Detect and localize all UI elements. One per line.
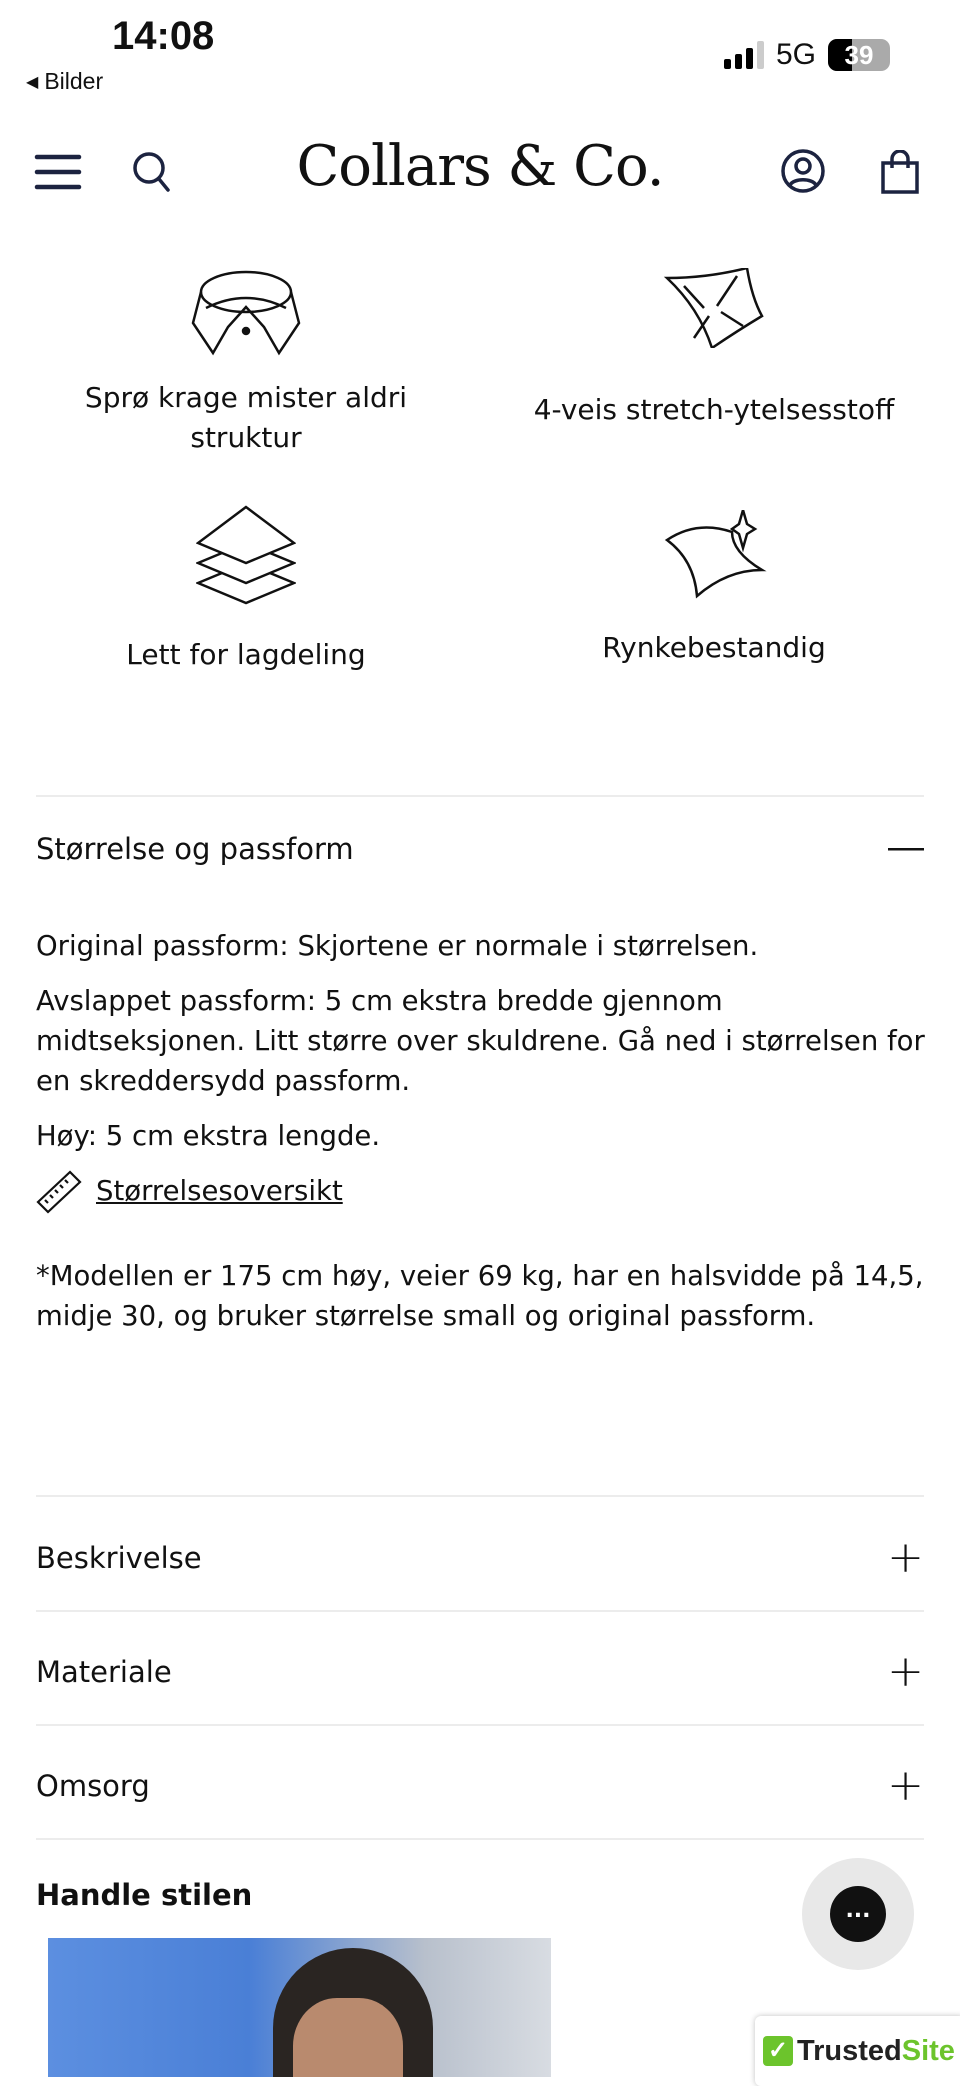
- network-label: 5G: [775, 38, 816, 71]
- accordion-title: Omsorg: [36, 1768, 150, 1803]
- layers-icon: [196, 505, 296, 605]
- shop-the-look-title: Handle stilen: [36, 1878, 253, 1912]
- look-photo[interactable]: [48, 1938, 551, 2077]
- status-time: 14:08: [112, 14, 215, 58]
- accordion-care[interactable]: [36, 1760, 924, 1811]
- divider: [36, 1724, 924, 1726]
- divider: [36, 1838, 924, 1840]
- check-icon: ✓: [763, 2036, 793, 2066]
- account-icon[interactable]: [780, 148, 826, 198]
- fit-relaxed: Avslappet passform: 5 cm ekstra bredde gjennom midtseksjonen. Litt større over skuldrene. Gå ned i størrelsen for en skreddersydd passform.: [36, 985, 925, 1097]
- feature-layering: [36, 505, 456, 675]
- feature-label: Sprø krage mister aldri struktur: [84, 381, 408, 454]
- accordion-size-fit[interactable]: [36, 832, 924, 866]
- collar-icon: [191, 268, 301, 356]
- feature-label: 4-veis stretch-ytelsesstoff: [533, 393, 895, 426]
- battery-icon: 39: [828, 39, 890, 71]
- back-to-app[interactable]: [26, 68, 103, 95]
- divider: [36, 795, 924, 797]
- stretch-icon: [659, 268, 769, 348]
- fit-tall: Høy: 5 cm ekstra lengde.: [36, 1120, 381, 1152]
- feature-wrinkle-free: [504, 510, 924, 668]
- feature-stretch: [504, 268, 924, 430]
- brand-logo[interactable]: Collars & Co.: [296, 134, 664, 199]
- back-triangle-icon: ◀: [26, 73, 39, 91]
- feature-label: Rynkebestandig: [602, 631, 826, 664]
- cart-icon[interactable]: [880, 150, 920, 198]
- signal-icon: [724, 41, 764, 69]
- chat-bubble-icon: ...: [830, 1886, 886, 1942]
- minus-icon: [888, 847, 924, 851]
- plus-icon: +: [887, 1646, 924, 1697]
- model-note: *Modellen er 175 cm høy, veier 69 kg, har en halsvidde på 14,5, midje 30, og bruker størrelse small og original passform.: [36, 1260, 924, 1332]
- plus-icon: +: [887, 1532, 924, 1583]
- back-label: Bilder: [44, 68, 104, 94]
- badge-text: TrustedSite: [797, 2034, 955, 2067]
- accordion-material[interactable]: [36, 1646, 924, 1697]
- ruler-icon: [36, 1168, 82, 1214]
- feature-crisp-collar: [36, 268, 456, 458]
- plus-icon: +: [887, 1760, 924, 1811]
- size-fit-content: [36, 926, 926, 1336]
- chat-button[interactable]: [802, 1858, 914, 1970]
- size-chart-label[interactable]: Størrelsesoversikt: [96, 1175, 343, 1207]
- divider: [36, 1495, 924, 1497]
- accordion-title: Størrelse og passform: [36, 832, 354, 866]
- feature-label: Lett for lagdeling: [126, 638, 366, 671]
- fit-original: Original passform: Skjortene er normale i størrelsen.: [36, 930, 759, 962]
- wrinkle-free-icon: [659, 510, 769, 600]
- status-indicators: [724, 38, 890, 72]
- divider: [36, 1610, 924, 1612]
- accordion-title: Materiale: [36, 1654, 172, 1689]
- size-chart-link[interactable]: [36, 1168, 926, 1214]
- trustedsite-badge[interactable]: [755, 2016, 960, 2086]
- accordion-description[interactable]: [36, 1532, 924, 1583]
- accordion-title: Beskrivelse: [36, 1540, 202, 1575]
